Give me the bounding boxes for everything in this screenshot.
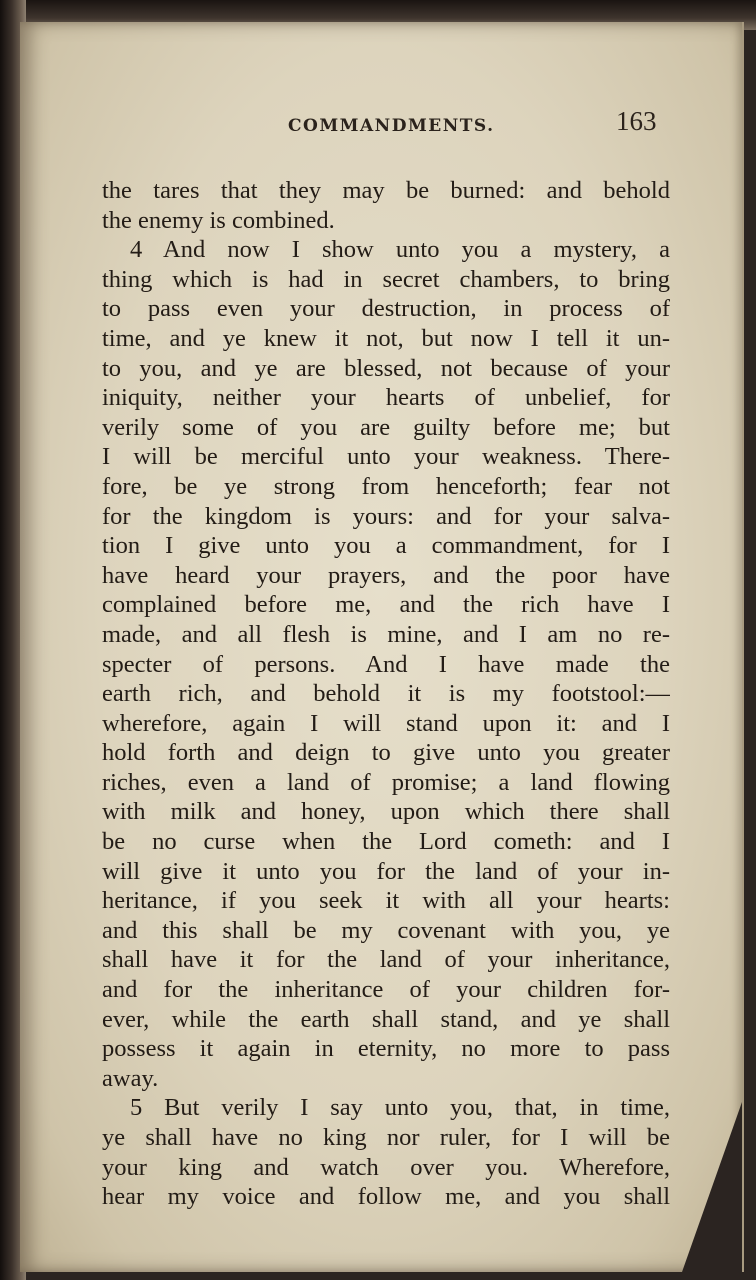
text-line: fore, be ye strong from henceforth; fear not	[102, 472, 670, 500]
verse-start-line: 5 But verily I say unto you, that, in time,	[130, 1094, 670, 1122]
text-line: hear my voice and follow me, and you shall	[102, 1183, 670, 1211]
page-header	[20, 106, 742, 146]
text-line: wherefore, again I will stand upon it: and I	[102, 709, 670, 737]
text-line: shall have it for the land of your inheritance,	[102, 946, 670, 974]
text-line: time, and ye knew it not, but now I tell it un-	[102, 324, 670, 352]
text-line: possess it again in eternity, no more to pass	[102, 1035, 670, 1063]
page-body-text	[102, 176, 670, 1212]
text-line: made, and all flesh is mine, and I am no re-	[102, 620, 670, 648]
verse-start-line: 4 And now I show unto you a mystery, a	[130, 236, 670, 264]
page-number: 163	[616, 106, 657, 136]
text-line: and this shall be my covenant with you, ye	[102, 916, 670, 944]
text-line: have heard your prayers, and the poor have	[102, 561, 670, 589]
running-title: COMMANDMENTS.	[288, 116, 495, 136]
text-line: complained before me, and the rich have I	[102, 591, 670, 619]
text-line: tion I give unto you a commandment, for I	[102, 532, 670, 560]
text-line: to you, and ye are blessed, not because of your	[102, 354, 670, 382]
text-line: thing which is had in secret chambers, to bring	[102, 265, 670, 293]
text-line: I will be merciful unto your weakness. There-	[102, 443, 670, 471]
book-page	[20, 22, 744, 1272]
text-line: to pass even your destruction, in process of	[102, 295, 670, 323]
text-line: the enemy is combined.	[102, 206, 335, 234]
text-line: earth rich, and behold it is my footstool:—	[102, 680, 670, 708]
text-line: for the kingdom is yours: and for your salva-	[102, 502, 670, 530]
text-line: your king and watch over you. Wherefore,	[102, 1153, 670, 1181]
text-line: iniquity, neither your hearts of unbelief, for	[102, 384, 670, 412]
text-line: will give it unto you for the land of your in-	[102, 857, 670, 885]
text-line: verily some of you are guilty before me; but	[102, 413, 670, 441]
text-line: away.	[102, 1064, 159, 1092]
text-line: riches, even a land of promise; a land flowing	[102, 768, 670, 796]
text-line: the tares that they may be burned: and behold	[102, 177, 670, 204]
text-line: ye shall have no king nor ruler, for I will be	[102, 1124, 670, 1151]
torn-page-corner	[682, 1102, 742, 1272]
text-line: hold forth and deign to give unto you greater	[102, 739, 670, 767]
text-line: specter of persons. And I have made the	[102, 650, 670, 678]
text-line: ever, while the earth shall stand, and ye shall	[102, 1005, 670, 1033]
text-line: with milk and honey, upon which there shall	[102, 798, 670, 826]
text-line: heritance, if you seek it with all your hearts:	[102, 887, 670, 915]
text-line: and for the inheritance of your children for-	[102, 976, 670, 1004]
text-line: be no curse when the Lord cometh: and I	[102, 828, 670, 856]
